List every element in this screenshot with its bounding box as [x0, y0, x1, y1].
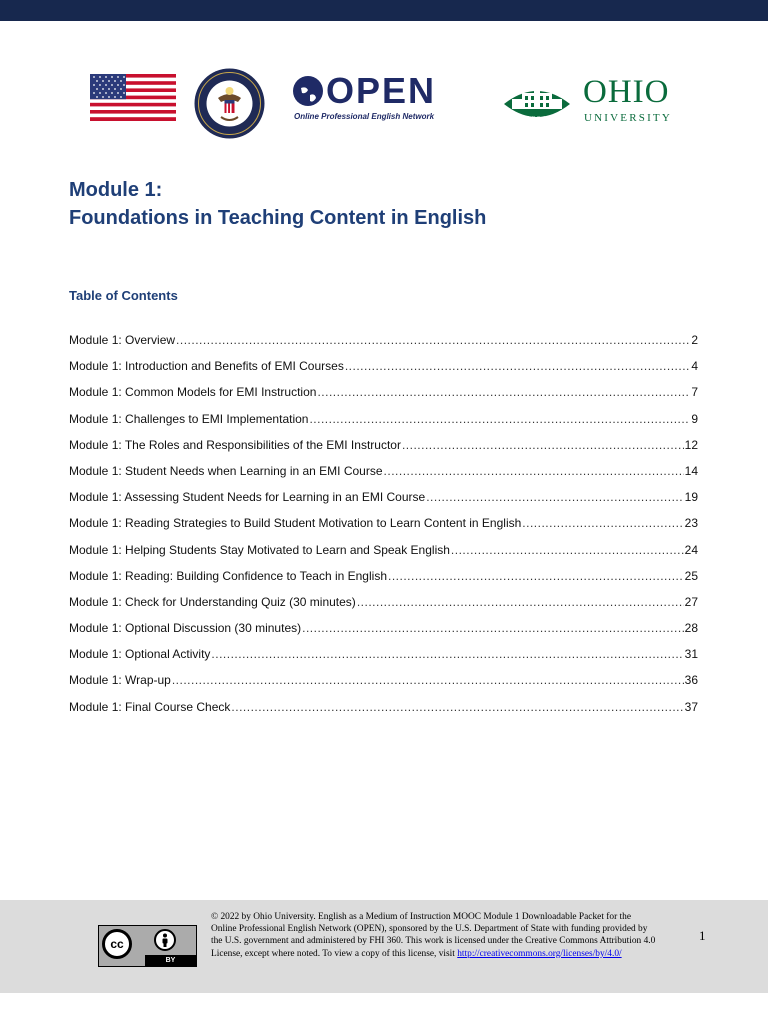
toc-entry[interactable] — [69, 333, 698, 359]
toc-entry-page: 31 — [684, 647, 698, 662]
toc-entry[interactable] — [69, 673, 698, 699]
toc-entry[interactable] — [69, 490, 698, 516]
toc-entry-title: Module 1: Assessing Student Needs for Learning in an EMI Course — [69, 490, 426, 505]
toc-entry-title: Module 1: Introduction and Benefits of EMI Courses — [69, 359, 344, 374]
toc-entry-page: 12 — [684, 437, 698, 452]
toc-leader-dots — [384, 464, 684, 478]
toc-entry-title: Module 1: Overview — [69, 333, 176, 347]
toc-leader-dots — [211, 647, 683, 661]
top-color-bar — [0, 0, 768, 21]
toc-leader-dots — [302, 621, 684, 635]
open-word-text: OPEN — [326, 70, 437, 111]
toc-leader-dots — [426, 490, 683, 504]
toc-leader-dots — [357, 595, 684, 609]
us-flag-icon — [90, 74, 176, 121]
toc-entry-title: Module 1: Student Needs when Learning in an EMI Course — [69, 463, 383, 478]
toc-entry-title: Module 1: Final Course Check — [69, 699, 231, 714]
toc-entry-page: 14 — [684, 463, 698, 478]
toc-entry-page: 24 — [684, 542, 698, 557]
toc-entry-title: Module 1: Common Models for EMI Instruction — [69, 385, 317, 400]
toc-entry-title: Module 1: Reading Strategies to Build Student Motivation to Learn Content in English — [69, 516, 522, 531]
toc-leader-dots — [345, 359, 690, 373]
toc-entry[interactable] — [69, 464, 698, 490]
ohio-building-emblem-icon — [500, 74, 574, 126]
by-label: BY — [145, 955, 196, 966]
toc-entry-page: 7 — [691, 385, 698, 400]
toc-entry[interactable] — [69, 569, 698, 595]
toc-entry-page: 19 — [684, 490, 698, 505]
toc-heading: Table of Contents — [69, 288, 178, 303]
license-link[interactable]: http://creativecommons.org/licenses/by/4.0/ — [457, 948, 622, 959]
open-logo — [293, 70, 437, 125]
toc-entry[interactable] — [69, 412, 698, 438]
toc-entry-title: Module 1: Optional Discussion (30 minutes) — [69, 621, 302, 636]
toc-leader-dots — [317, 385, 690, 399]
toc-leader-dots — [388, 569, 684, 583]
toc-entry-title: Module 1: Helping Students Stay Motivated to Learn and Speak English — [69, 542, 450, 557]
globe-icon — [293, 76, 323, 106]
toc-entry[interactable] — [69, 647, 698, 673]
toc-leader-dots — [176, 333, 690, 347]
toc-entry-title: Module 1: Optional Activity — [69, 647, 211, 662]
toc-entry[interactable] — [69, 438, 698, 464]
toc-entry[interactable] — [69, 543, 698, 569]
open-wordmark — [293, 70, 436, 112]
toc-entry[interactable] — [69, 359, 698, 385]
ohio-emblem-year: 1804 — [527, 116, 547, 122]
toc-entry-page: 23 — [684, 516, 698, 531]
toc-entry-title: Module 1: Wrap-up — [69, 673, 171, 688]
toc-entry-page: 27 — [684, 594, 698, 609]
license-text: © 2022 by Ohio University. English as a Medium of Instruction MOOC Module 1 Downloadable Packet for the Online Professional English Network (OPEN), sponsored by the U.S. Department of State with funding provided by the U.S. government and administered by FHI 360. This work is licensed under the Creative Commons Attribution 4.0 License, except where noted. To view a copy of this license, visit — [211, 912, 656, 959]
toc-entry-page: 25 — [684, 568, 698, 583]
page-title — [69, 176, 709, 232]
toc-entry-title: Module 1: The Roles and Responsibilities of the EMI Instructor — [69, 437, 401, 452]
logo-banner — [0, 68, 768, 143]
ohio-university-subtitle: UNIVERSITY — [584, 112, 672, 124]
person-icon — [154, 929, 176, 951]
ohio-wordmark: OHIO — [583, 74, 670, 110]
title-line-1: Module 1: — [69, 179, 163, 201]
toc-entry-page: 2 — [691, 333, 698, 347]
toc-entry-page: 37 — [684, 699, 698, 714]
page-footer — [0, 900, 768, 993]
toc-entry[interactable] — [69, 516, 698, 542]
toc-entry[interactable] — [69, 385, 698, 411]
toc-entry-page: 36 — [684, 673, 698, 688]
toc-entry-title: Module 1: Check for Understanding Quiz (30 minutes) — [69, 594, 356, 609]
toc-leader-dots — [172, 673, 684, 687]
toc-entry[interactable] — [69, 621, 698, 647]
toc-entry-title: Module 1: Reading: Building Confidence to Teach in English — [69, 568, 387, 583]
toc-leader-dots — [231, 700, 683, 714]
page-number: 1 — [699, 928, 706, 943]
toc-leader-dots — [522, 516, 683, 530]
table-of-contents — [69, 333, 698, 726]
toc-leader-dots — [451, 543, 684, 557]
license-notice — [211, 911, 656, 960]
department-of-state-seal-icon — [194, 68, 265, 139]
ohio-university-logo — [500, 74, 680, 130]
toc-leader-dots — [402, 438, 684, 452]
creative-commons-badge[interactable] — [98, 925, 197, 967]
open-subtitle: Online Professional English Network — [294, 112, 435, 121]
title-line-2: Foundations in Teaching Content in English — [69, 207, 487, 229]
toc-entry[interactable] — [69, 595, 698, 621]
toc-leader-dots — [309, 412, 690, 426]
toc-entry[interactable] — [69, 700, 698, 726]
cc-icon: cc — [102, 929, 132, 959]
toc-entry-page: 9 — [691, 411, 698, 426]
toc-entry-title: Module 1: Challenges to EMI Implementation — [69, 411, 309, 426]
toc-entry-page: 4 — [691, 359, 698, 374]
toc-entry-page: 28 — [684, 621, 698, 636]
